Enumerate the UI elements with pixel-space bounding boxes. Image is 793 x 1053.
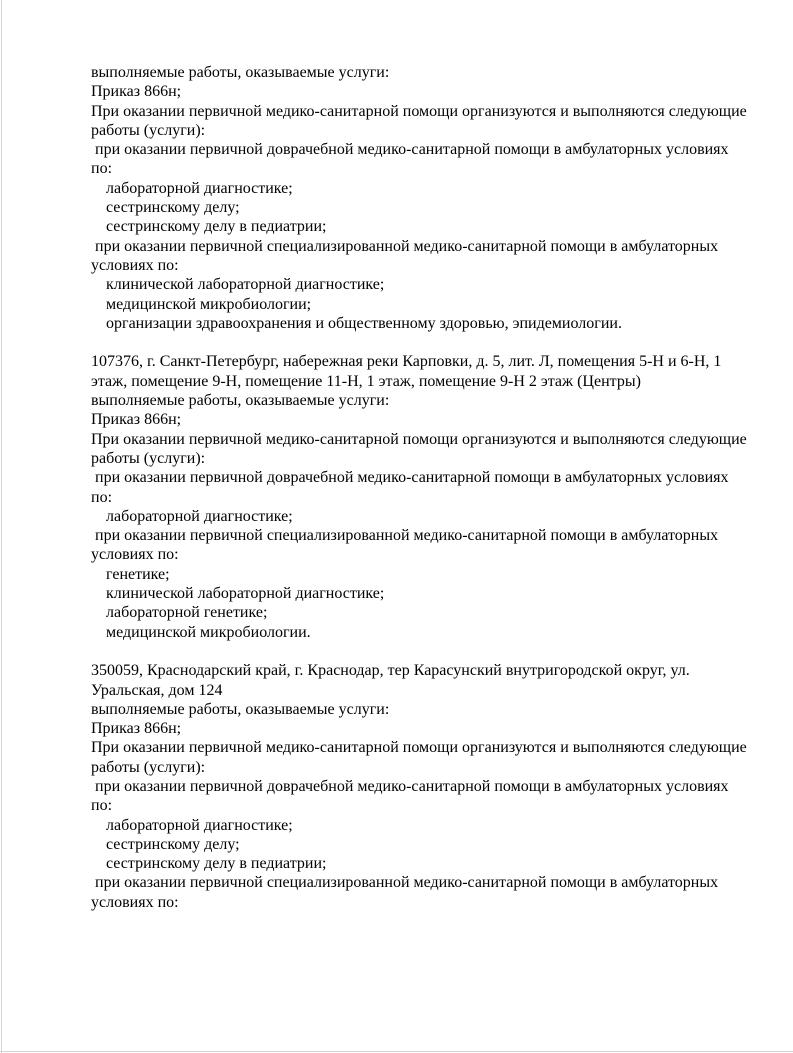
text-line: Приказ 866н; (91, 411, 182, 429)
text-line: сестринскому делу; (106, 199, 240, 217)
text-line: условиях по: (91, 256, 179, 274)
text-line: по: (91, 160, 113, 178)
license-document-text (91, 63, 771, 912)
text-line: сестринскому делу в педиатрии; (106, 855, 327, 873)
text-line: медицинской микробиологии. (106, 623, 311, 641)
text-line: 107376, г. Санкт-Петербург, набережная реки Карповки, д. 5, лит. Л, помещения 5-Н и 6-Н, 1 (91, 353, 722, 371)
text-line: медицинской микробиологии; (106, 295, 312, 313)
text-line: при оказании первичной доврачебной медико-санитарной помощи в амбулаторных условиях (95, 469, 729, 487)
text-line: работы (услуги): (91, 758, 206, 776)
page-bottom-edge-line (0, 1051, 793, 1052)
license-section-3 (91, 661, 771, 912)
text-line: по: (91, 797, 113, 815)
text-line: лабораторной диагностике; (106, 507, 293, 525)
license-section-2 (91, 352, 771, 641)
text-line: выполняемые работы, оказываемые услуги: (91, 64, 390, 81)
text-line: 350059, Краснодарский край, г. Краснодар, тер Карасунский внутригородской округ, ул. (91, 662, 690, 680)
text-line: организации здравоохранения и общественному здоровью, эпидемиологии. (106, 314, 622, 332)
text-line: сестринскому делу в педиатрии; (106, 218, 327, 236)
text-line: Уральская, дом 124 (91, 681, 223, 699)
text-line: генетике; (106, 565, 170, 583)
text-line: при оказании первичной специализированной медико-санитарной помощи в амбулаторных (95, 527, 719, 545)
text-line: лабораторной диагностике; (106, 816, 293, 834)
text-line: условиях по: (91, 546, 179, 564)
text-line: клинической лабораторной диагностике; (106, 585, 385, 603)
text-line: сестринскому делу; (106, 835, 240, 853)
text-line: при оказании первичной специализированной медико-санитарной помощи в амбулаторных (95, 237, 719, 255)
text-line: При оказании первичной медико-санитарной помощи организуются и выполняются следующие (91, 430, 747, 448)
text-line: при оказании первичной доврачебной медико-санитарной помощи в амбулаторных условиях (95, 141, 729, 159)
text-line: При оказании первичной медико-санитарной помощи организуются и выполняются следующие (91, 739, 747, 757)
license-section-1 (91, 63, 771, 333)
text-line: выполняемые работы, оказываемые услуги: (91, 392, 390, 410)
page-left-edge-line (1, 0, 2, 1053)
text-line: выполняемые работы, оказываемые услуги: (91, 700, 390, 718)
text-line: клинической лабораторной диагностике; (106, 276, 385, 294)
text-line: по: (91, 488, 113, 506)
text-line: при оказании первичной специализированной медико-санитарной помощи в амбулаторных (95, 874, 719, 892)
text-line: работы (услуги): (91, 121, 206, 139)
text-line: работы (услуги): (91, 449, 206, 467)
text-line: этаж, помещение 9-Н, помещение 11-Н, 1 этаж, помещение 9-Н 2 этаж (Центры) (91, 372, 641, 390)
text-line: Приказ 866н; (91, 720, 182, 738)
text-line: лабораторной диагностике; (106, 179, 293, 197)
text-line: При оказании первичной медико-санитарной помощи организуются и выполняются следующие (91, 102, 747, 120)
text-line: при оказании первичной доврачебной медико-санитарной помощи в амбулаторных условиях (95, 777, 729, 795)
text-line: Приказ 866н; (91, 83, 182, 101)
text-line: лабораторной генетике; (106, 604, 268, 622)
text-line: условиях по: (91, 893, 179, 911)
